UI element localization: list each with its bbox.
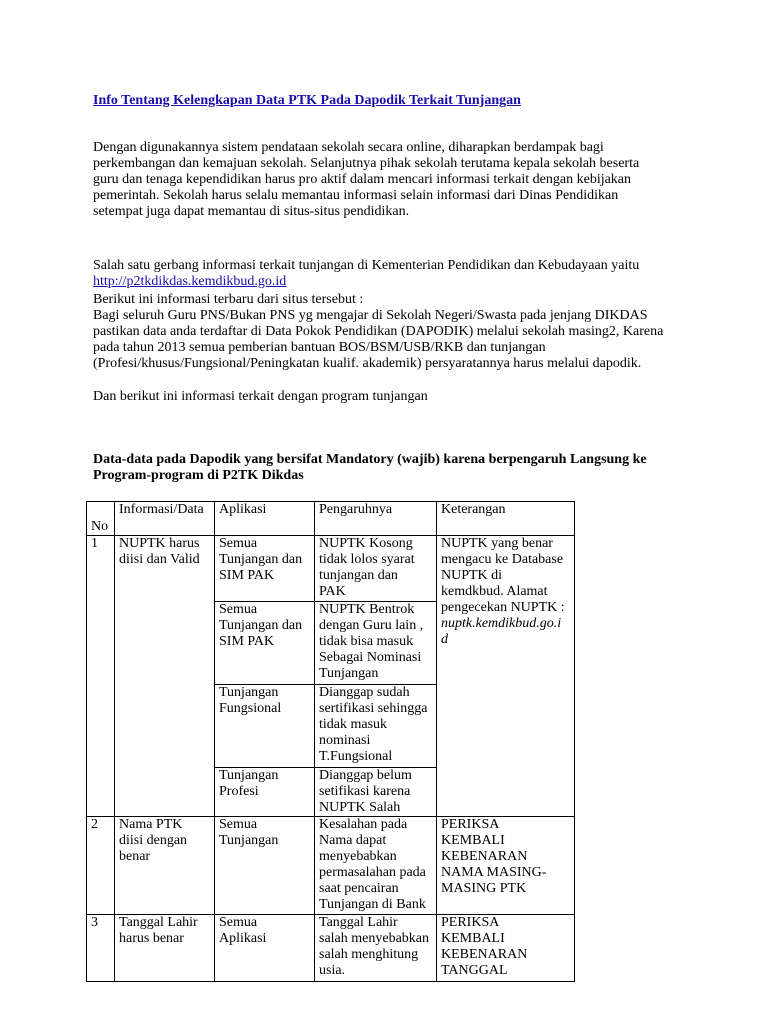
paragraph-latest-info: Berikut ini informasi terbaru dari situs tersebut : Bagi seluruh Guru PNS/Bukan PNS yg mengajar di Sekolah Negeri/Swasta pada jenjang DIKDAS pastikan data anda terdaftar di Data Pokok Pendidikan (DAPODIK) melalui sekolah masing2, Karena pada tahun 2013 semua pemberian bantuan BOS/BSM/USB/RKB dan tunjangan (Profesi/khusus/Fungsional/Peningkatan kualif. akademik) persyaratannya harus melalui dapodik. <box>93 292 664 371</box>
row-pengaruh: NUPTK Bentrok dengan Guru lain , tidak bisa masuk Sebagai Nominasi Tunjangan <box>315 602 437 685</box>
document-title: Info Tentang Kelengkapan Data PTK Pada Dapodik Terkait Tunjangan <box>93 93 521 108</box>
row-pengaruh: Dianggap belum setifikasi karena NUPTK Salah <box>315 768 437 817</box>
row-no: 1 <box>87 536 115 817</box>
mandatory-data-table <box>86 501 575 982</box>
header-keterangan: Keterangan <box>437 502 575 536</box>
row-info: Nama PTK diisi dengan benar <box>115 817 215 915</box>
table-row <box>87 915 575 982</box>
row-aplikasi: Semua Tunjangan dan SIM PAK <box>215 536 315 602</box>
row-aplikasi: Semua Tunjangan dan SIM PAK <box>215 602 315 685</box>
row-info: Tanggal Lahir harus benar <box>115 915 215 982</box>
header-pengaruh: Pengaruhnya <box>315 502 437 536</box>
row-aplikasi: Tunjangan Profesi <box>215 768 315 817</box>
row-pengaruh: Kesalahan pada Nama dapat menyebabkan permasalahan pada saat pencairan Tunjangan di Bank <box>315 817 437 915</box>
row-pengaruh: Tanggal Lahir salah menyebabkan salah menghitung usia. <box>315 915 437 982</box>
row-keterangan: PERIKSA KEMBALI KEBENARAN TANGGAL <box>437 915 575 982</box>
header-aplikasi: Aplikasi <box>215 502 315 536</box>
row-keterangan <box>437 536 575 817</box>
row-info: NUPTK harus diisi dan Valid <box>115 536 215 817</box>
table-heading: Data-data pada Dapodik yang bersifat Mandatory (wajib) karena berpengaruh Langsung ke Program-program di P2TK Dikdas <box>93 452 647 483</box>
row-aplikasi: Semua Tunjangan <box>215 817 315 915</box>
row-no: 2 <box>87 817 115 915</box>
paragraph-gateway-text: Salah satu gerbang informasi terkait tunjangan di Kementerian Pendidikan dan Kebudayaan yaitu <box>93 258 640 273</box>
table-row <box>87 536 575 602</box>
header-no: No <box>87 502 115 536</box>
row-aplikasi: Semua Aplikasi <box>215 915 315 982</box>
row-pengaruh: Dianggap sudah sertifikasi sehingga tidak masuk nominasi T.Fungsional <box>315 685 437 768</box>
row-no: 3 <box>87 915 115 982</box>
keterangan-text: NUPTK yang benar mengacu ke Database NUPTK di kemdkbud. Alamat pengecekan NUPTK : <box>441 536 565 615</box>
paragraph-intro: Dengan digunakannya sistem pendataan sekolah secara online, diharapkan berdampak bagi perkembangan dan kemajuan sekolah. Selanjutnya pihak sekolah terutama kepala sekolah beserta guru dan tenaga kependidikan harus pro aktif dalam mencari informasi terkait dengan kebijakan pemerintah. Sekolah harus selalu memantau informasi selain informasi dari Dinas Pendidikan setempat juga dapat memantau di situs-situs pendidikan. <box>93 140 640 219</box>
row-aplikasi: Tunjangan Fungsional <box>215 685 315 768</box>
nuptk-url: nuptk.kemdikbud.go.i d <box>441 616 562 647</box>
paragraph-program-info: Dan berikut ini informasi terkait dengan program tunjangan <box>93 389 428 404</box>
row-pengaruh: NUPTK Kosong tidak lolos syarat tunjangan dan PAK <box>315 536 437 602</box>
table-row <box>87 817 575 915</box>
table-header-row <box>87 502 575 536</box>
row-keterangan: PERIKSA KEMBALI KEBENARAN NAMA MASING- MASING PTK <box>437 817 575 915</box>
header-informasi: Informasi/Data <box>115 502 215 536</box>
p2tk-link[interactable]: http://p2tkdikdas.kemdikbud.go.id <box>93 274 287 289</box>
